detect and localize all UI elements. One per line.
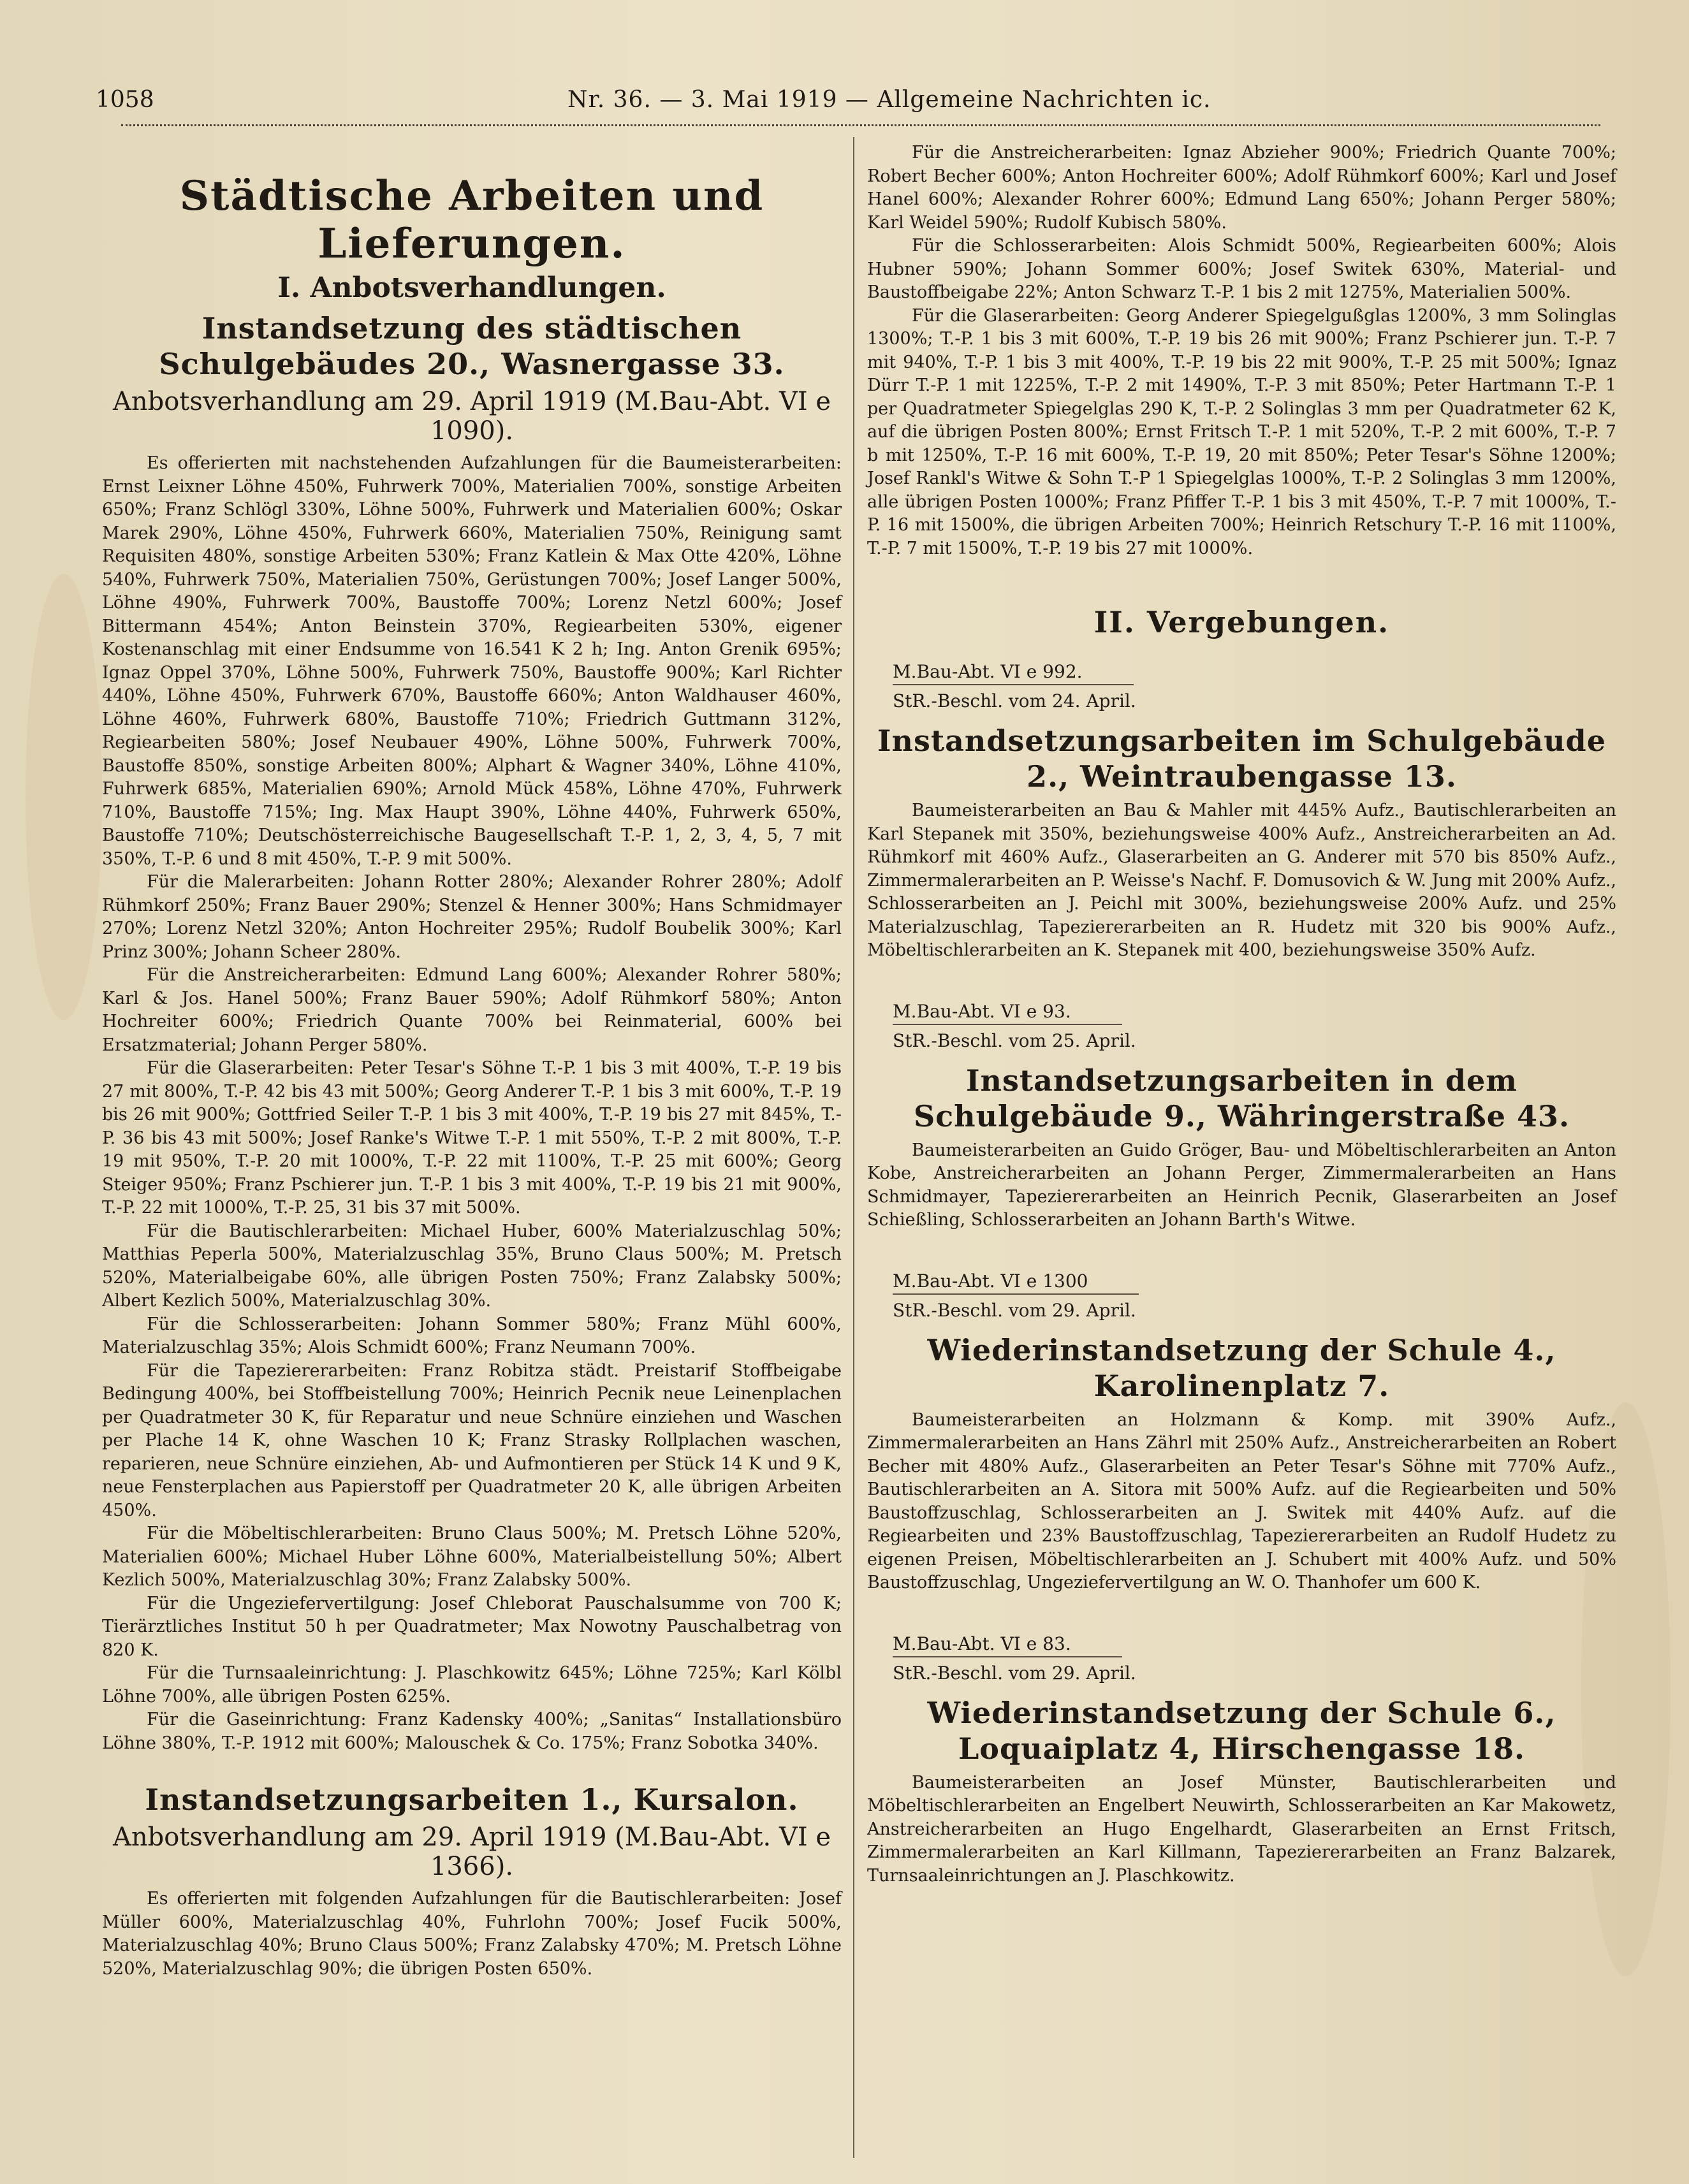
- reference-block: [893, 1633, 1616, 1684]
- item-title: Instandsetzungsarbeiten im Schulgebäude 2., Weintraubengasse 13.: [877, 724, 1606, 794]
- council-resolution: StR.-Beschl. vom 29. April.: [893, 1299, 1136, 1321]
- item-title: Wiederinstandsetzung der Schule 6., Loquaiplatz 4, Hirschengasse 18.: [927, 1695, 1556, 1766]
- paragraph: Für die Möbeltischlerarbeiten: Bruno Claus 500%; M. Pretsch Löhne 520%, Materialien 600%; Michael Huber Löhne 600%, Materialbeistellung 50%; Albert Kezlich 500%, Materialzuschlag 30%; Franz Zalabsky 500%.: [102, 1524, 842, 1590]
- item-title: Instandsetzungsarbeiten 1., Kursalon.: [145, 1782, 799, 1817]
- paragraph: Baumeisterarbeiten an Guido Gröger, Bau- und Möbeltischlerarbeiten an Anton Kobe, Anstreicherarbeiten an Johann Perger, Zimmermalerarbeiten an Hans Schmidmayer, Tapeziererarbeiten an Heinrich Pecnik, Glaserarbeiten an Josef Schießling, Schlosserarbeiten an Johann Barth's Witwe.: [867, 1140, 1616, 1230]
- paragraph: Baumeisterarbeiten an Bau & Mahler mit 445% Aufz., Bautischlerarbeiten an Karl Stepanek mit 350%, beziehungsweise 400% Aufz., Anstreicherarbeiten an Ad. Rühmkorf mit 460% Aufz., Glaserarbeiten an G. Anderer mit 570 bis 850% Aufz., Zimmermalerarbeiten an P. Weisse's Nachf. F. Domusovich & W. Jung mit 200% Aufz., Schlosserarbeiten an J. Peichl mit 300%, beziehungsweise 200% Aufz. und 25% Materialzuschlag, Tapeziererarbeiten an R. Hudetz mit 320 bis 900% Aufz., Möbeltischlerarbeiten an K. Stepanek mit 400, beziehungsweise 350% Aufz.: [867, 801, 1616, 960]
- award-entry: [867, 1633, 1616, 1888]
- header-rule: [121, 124, 1600, 126]
- paragraph: Für die Anstreicherarbeiten: Edmund Lang 600%; Alexander Rohrer 580%; Karl & Jos. Hanel 500%; Franz Bauer 590%; Adolf Rühmkorf 580%; Anton Hochreiter 600%; Friedrich Quante 700% bei Reinmaterial, 600% bei Ersatzmaterial; Johann Perger 580%.: [102, 965, 842, 1055]
- paragraph: Für die Turnsaaleinrichtung: J. Plaschkowitz 645%; Löhne 725%; Karl Kölbl Löhne 700%, alle übrigen Posten 625%.: [102, 1663, 842, 1707]
- paragraph: Für die Schlosserarbeiten: Johann Sommer 580%; Franz Mühl 600%, Materialzuschlag 35%; Alois Schmidt 600%; Franz Neumann 700%.: [102, 1314, 842, 1357]
- right-column: [867, 140, 1616, 1888]
- paragraph: Baumeisterarbeiten an Holzmann & Komp. mit 390% Aufz., Zimmermalerarbeiten an Hans Zährl mit 250% Aufz., Anstreicherarbeiten an Robert Becher mit 480% Aufz., Glaserarbeiten an Peter Tesar's Söhne mit 770% Aufz., Bautischlerarbeiten an A. Sitora mit 500% Aufz. auf die Regiearbeiten und 50% Baustoffzuschlag, Schlosserarbeiten an J. Switek mit 440% Aufz. auf die Regiearbeiten und 23% Baustoffzuschlag, Tapeziererarbeiten an Rudolf Hudetz zu eigenen Preisen, Möbeltischlerarbeiten an J. Schubert mit 400% Aufz. und 50% Baustoffzuschlag, Ungeziefervertilgung an W. O. Thanhofer um 600 K.: [867, 1409, 1616, 1592]
- reference-block: [893, 1270, 1616, 1321]
- item-title: Wiederinstandsetzung der Schule 4., Karolinenplatz 7.: [927, 1332, 1556, 1403]
- award-entry: [867, 1270, 1616, 1595]
- paragraph: Für die Ungeziefervertilgung: Josef Chleborat Pauschalsumme von 700 K; Tierärztliches Institut 50 h per Quadratmeter; Max Nowotny Pauschalbetrag von 820 K.: [102, 1593, 842, 1660]
- reference-number: M.Bau-Abt. VI e 992.: [893, 661, 1134, 685]
- section-title: Städtische Arbeiten und Lieferungen.: [179, 172, 764, 268]
- council-resolution: StR.-Beschl. vom 29. April.: [893, 1662, 1136, 1684]
- paragraph: Für die Anstreicherarbeiten: Ignaz Abzieher 900%; Friedrich Quante 700%; Robert Becher 600%; Anton Hochreiter 600%; Adolf Rühmkorf 600%; Karl und Josef Hanel 600%; Alexander Rohrer 600%; Edmund Lang 650%; Johann Perger 580%; Karl Weidel 590%; Rudolf Kubisch 580%.: [867, 143, 1616, 233]
- sub-title: I. Anbotsverhandlungen.: [277, 272, 666, 304]
- running-title: Nr. 36. — 3. Mai 1919 — Allgemeine Nachrichten ic.: [567, 87, 1211, 113]
- paragraph: Für die Tapeziererarbeiten: Franz Robitza städt. Preistarif Stoffbeigabe Bedingung 400%, bei Stoffbeistellung 700%; Heinrich Pecnik neue Leinenplachen per Quadratmeter 30 K, für Reparatur und neue Schnüre einziehen und Waschen per Plache 14 K, ohne Waschen 10 K; Franz Strasky Rollplachen waschen, reparieren, neue Schnüre einziehen, Ab- und Aufmontieren per Stück 14 K und 9 K, neue Fensterplachen aus Papierstoff per Quadratmeter 20 K, alle übrigen Arbeiten 450%.: [102, 1360, 842, 1520]
- council-resolution: StR.-Beschl. vom 25. April.: [893, 1030, 1136, 1051]
- paper-stain: [26, 574, 102, 1020]
- paragraph: Für die Schlosserarbeiten: Alois Schmidt 500%, Regiearbeiten 600%; Alois Hubner 590%; Johann Sommer 600%; Josef Switek 630%, Material- und Baustoffbeigabe 22%; Anton Schwarz T.-P. 1 bis 2 mit 1275%, Materialien 500%.: [867, 236, 1616, 302]
- paragraph: Es offerierten mit nachstehenden Aufzahlungen für die Baumeisterarbeiten: Ernst Leixner Löhne 450%, Fuhrwerk 700%, Materialien 700%, sonstige Arbeiten 650%; Franz Schlögl 330%, Löhne 500%, Fuhrwerk und Materialien 600%; Oskar Marek 290%, Löhne 450%, Fuhrwerk 660%, Materialien 750%, Reinigung samt Requisiten 480%, sonstige Arbeiten 530%; Franz Katlein & Max Otte 420%, Löhne 540%, Fuhrwerk 750%, Materialien 750%, Gerüstungen 700%; Josef Langer 500%, Löhne 490%, Fuhrwerk 700%, Baustoffe 700%; Lorenz Netzl 600%; Josef Bittermann 454%; Anton Beinstein 370%, Regiearbeiten 530%, eigener Kostenanschlag mit einer Endsumme von 16.541 K 2 h; Ing. Anton Grenik 695%; Ignaz Oppel 370%, Löhne 500%, Fuhrwerk 750%, Baustoffe 900%; Karl Richter 440%, Löhne 450%, Fuhrwerk 670%, Baustoffe 660%; Anton Waldhauser 460%, Löhne 460%, Fuhrwerk 680%, Baustoffe 710%; Friedrich Guttmann 312%, Regiearbeiten 580%; Josef Neubauer 490%, Löhne 500%, Fuhrwerk 700%, Baustoffe 850%, sonstige Arbeiten 800%; Alphart & Wagner 340%, Löhne 410%, Fuhrwerk 685%, Materialien 690%; Arnold Mück 458%, Löhne 470%, Fuhrwerk 710%, Baustoffe 715%; Ing. Max Haupt 390%, Löhne 440%, Fuhrwerk 650%, Baustoffe 710%; Deutschösterreichische Baugesellschaft T.-P. 1, 2, 3, 4, 5, 7 mit 350%, T.-P. 6 und 8 mit 450%, T.-P. 9 mit 500%.: [102, 453, 842, 869]
- item-date: Anbotsverhandlung am 29. April 1919 (M.Bau-Abt. VI e 1090).: [112, 387, 831, 446]
- paragraph: Für die Glaserarbeiten: Peter Tesar's Söhne T.-P. 1 bis 3 mit 400%, T.-P. 19 bis 27 mit 800%, T.-P. 42 bis 43 mit 500%; Georg Anderer T.-P. 1 bis 3 mit 600%, T.-P. 19 bis 26 mit 900%; Gottfried Seiler T.-P. 1 bis 3 mit 400%, T.-P. 19 bis 27 mit 845%, T.-P. 36 bis 43 mit 500%; Josef Ranke's Witwe T.-P. 1 mit 550%, T.-P. 2 mit 800%, T.-P. 19 mit 950%, T.-P. 20 mit 1000%, T.-P. 22 mit 1100%, T.-P. 25 mit 600%; Georg Steiger 950%; Franz Pschierer jun. T.-P. 1 bis 3 mit 400%, T.-P. 19 bis 21 mit 900%, T.-P. 22 mit 1000%, T.-P. 25, 31 bis 37 mit 500%.: [102, 1058, 842, 1218]
- paragraph: Es offerierten mit folgenden Aufzahlungen für die Bautischlerarbeiten: Josef Müller 600%, Materialzuschlag 40%, Fuhrlohn 700%; Josef Fucik 500%, Materialzuschlag 40%; Bruno Claus 500%; Franz Zalabsky 470%; M. Pretsch Löhne 520%, Materialzuschlag 90%; die übrigen Posten 650%.: [102, 1889, 842, 1979]
- reference-number: M.Bau-Abt. VI e 1300: [893, 1270, 1139, 1295]
- section-title: II. Vergebungen.: [1093, 605, 1390, 639]
- running-head: [96, 82, 1613, 120]
- item-title: Instandsetzung des städtischen Schulgebäudes 20., Wasnergasse 33.: [159, 311, 785, 381]
- item-title: Instandsetzungsarbeiten in dem Schulgebäude 9., Währingerstraße 43.: [913, 1063, 1570, 1133]
- reference-block: [893, 661, 1616, 711]
- item-date: Anbotsverhandlung am 29. April 1919 (M.Bau-Abt. VI e 1366).: [112, 1823, 831, 1881]
- paragraph: Für die Gaseinrichtung: Franz Kadensky 400%; „Sanitas“ Installationsbüro Löhne 380%, T.-P. 1912 mit 600%; Malouschek & Co. 175%; Franz Sobotka 340%.: [102, 1710, 842, 1753]
- reference-block: [893, 1001, 1616, 1051]
- reference-number: M.Bau-Abt. VI e 83.: [893, 1633, 1122, 1657]
- left-column: [102, 140, 842, 1981]
- award-entry: [867, 661, 1616, 963]
- paragraph: Für die Glaserarbeiten: Georg Anderer Spiegelgußglas 1200%, 3 mm Solinglas 1300%; T.-P. 1 bis 3 mit 600%, T.-P. 19 bis 26 mit 900%; Franz Pschierer jun. T.-P. 7 mit 940%, T.-P. 1 bis 3 mit 400%, T.-P. 19 bis 22 mit 900%, T.-P. 25 mit 500%; Ignaz Dürr T.-P. 1 mit 1225%, T.-P. 2 mit 1490%, T.-P. 3 mit 850%; Peter Hartmann T.-P. 1 per Quadratmeter Spiegelglas 290 K, T.-P. 2 Solinglas 3 mm per Quadratmeter 62 K, auf die übrigen Posten 800%; Ernst Fritsch T.-P. 1 mit 520%, T.-P. 2 mit 600%, T.-P. 7 b mit 1250%, T.-P. 16 mit 600%, T.-P. 19, 20 mit 850%; Peter Tesar's Söhne 1200%; Josef Rankl's Witwe & Sohn T.-P 1 Spiegelglas 1000%, T.-P. 2 Solinglas 3 mm 1200%, alle übrigen Posten 1000%; Franz Pfiffer T.-P. 1 bis 3 mit 450%, T.-P. 7 mit 1000%, T.-P. 16 mit 1500%, die übrigen Arbeiten 700%; Heinrich Retschury T.-P. 16 mit 1100%, T.-P. 7 mit 1500%, T.-P. 19 bis 27 mit 1000%.: [867, 305, 1616, 558]
- paragraph: Baumeisterarbeiten an Josef Münster, Bautischlerarbeiten und Möbeltischlerarbeiten an Engelbert Neuwirth, Schlosserarbeiten an Kar Makowetz, Anstreicherarbeiten an Hugo Engelhardt, Glaserarbeiten an Ernst Fritsch, Zimmermalerarbeiten an Karl Killmann, Tapeziererarbeiten an Franz Balzarek, Turnsaaleinrichtungen an J. Plaschkowitz.: [867, 1772, 1616, 1886]
- column-rule: [853, 137, 854, 2158]
- page-number: 1058: [96, 87, 154, 113]
- award-entry: [867, 1001, 1616, 1232]
- reference-number: M.Bau-Abt. VI e 93.: [893, 1001, 1122, 1025]
- paragraph: Für die Malerarbeiten: Johann Rotter 280%; Alexander Rohrer 280%; Adolf Rühmkorf 250%; Franz Bauer 290%; Stenzel & Henner 300%; Hans Schmidmayer 270%; Lorenz Netzl 320%; Anton Hochreiter 295%; Rudolf Boubelik 300%; Karl Prinz 300%; Johann Scheer 280%.: [102, 872, 842, 962]
- paragraph: Für die Bautischlerarbeiten: Michael Huber, 600% Materialzuschlag 50%; Matthias Peperla 500%, Materialzuschlag 35%, Bruno Claus 500%; M. Pretsch 520%, Materialbeigabe 60%, alle übrigen Posten 750%; Franz Zalabsky 500%; Albert Kezlich 500%, Materialzuschlag 30%.: [102, 1221, 842, 1311]
- council-resolution: StR.-Beschl. vom 24. April.: [893, 690, 1136, 711]
